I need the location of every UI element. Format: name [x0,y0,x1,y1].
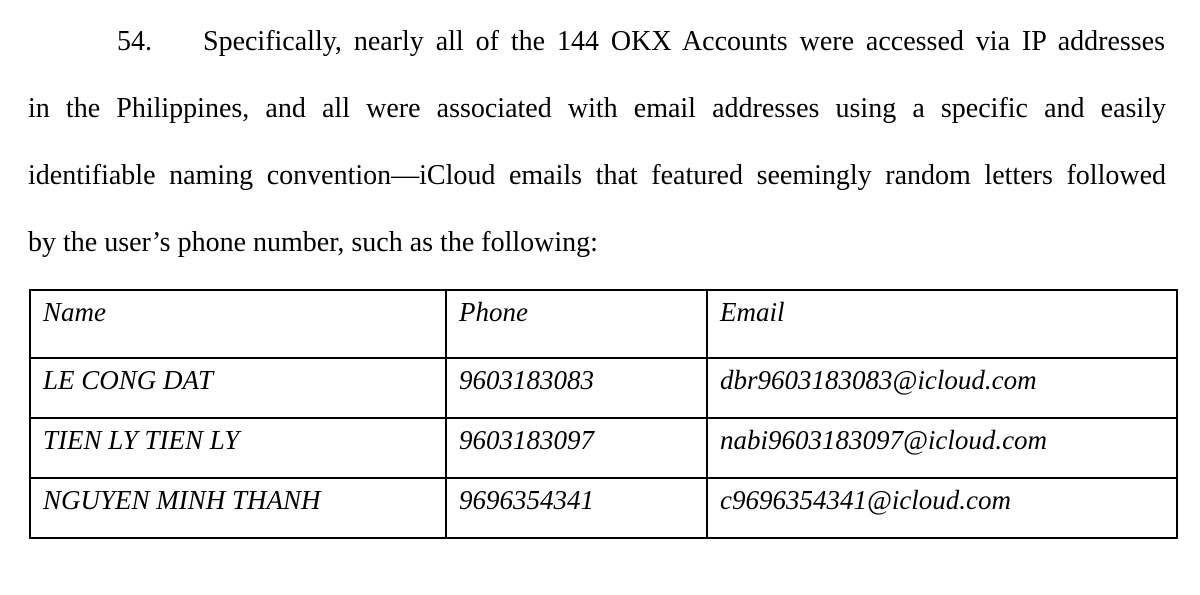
paragraph-line: by the user’s phone number, such as the following: [28,227,598,258]
header-name: Name [30,290,446,358]
cell-phone: 9603183083 [446,358,707,418]
paragraph-line: in the Philippines, and all were associated with email addresses using a specific and easily [28,93,1166,124]
table-row [30,478,1177,538]
cell-name: NGUYEN MINH THANH [30,478,446,538]
table-header-row [30,290,1177,358]
paragraph-line: Specifically, nearly all of the 144 OKX Accounts were accessed via IP addresses [203,26,1165,57]
cell-email: nabi9603183097@icloud.com [707,418,1177,478]
cell-name: TIEN LY TIEN LY [30,418,446,478]
cell-email: c9696354341@icloud.com [707,478,1177,538]
header-phone: Phone [446,290,707,358]
cell-phone: 9696354341 [446,478,707,538]
cell-email: dbr9603183083@icloud.com [707,358,1177,418]
paragraph-number: 54. [117,26,152,57]
table-row [30,418,1177,478]
email-naming-table [29,289,1178,539]
paragraph-line: identifiable naming convention—iCloud emails that featured seemingly random letters followed [28,160,1166,191]
header-email: Email [707,290,1177,358]
cell-phone: 9603183097 [446,418,707,478]
cell-name: LE CONG DAT [30,358,446,418]
table-row [30,358,1177,418]
